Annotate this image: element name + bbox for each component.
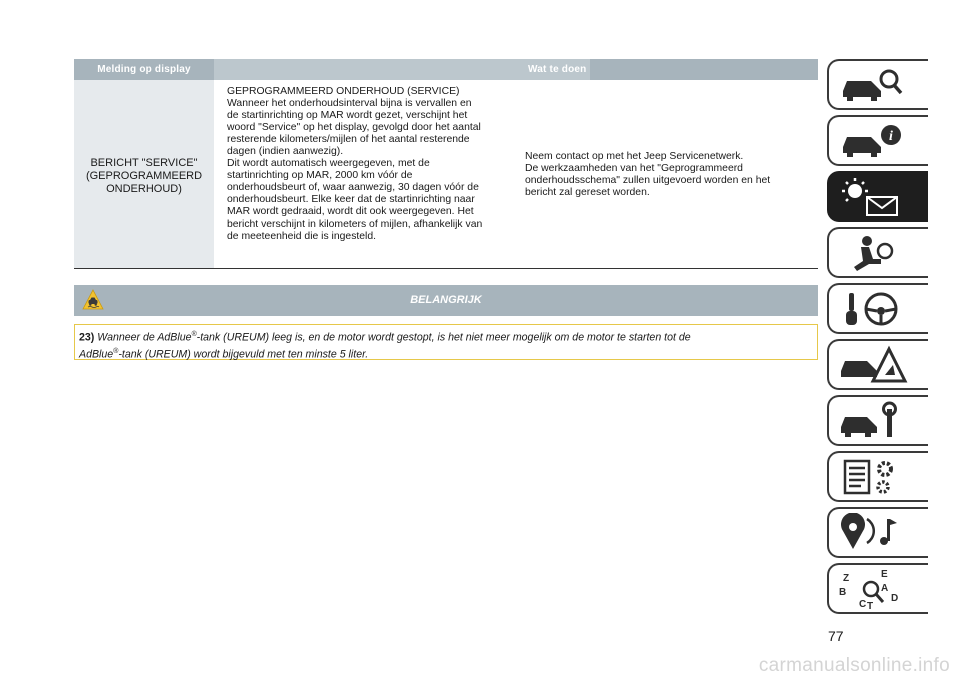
description-line: de meeteenheid die is ingesteld. — [227, 230, 377, 242]
warning-text-part: -tank (UREUM) wordt bijgevuld met ten minste 5 liter. — [118, 348, 369, 361]
index-letter: E — [881, 569, 888, 580]
tab-safety[interactable] — [827, 227, 928, 278]
description-line: Dit wordt automatisch weergegeven, met de — [227, 158, 430, 170]
warning-header — [74, 285, 818, 316]
warning-box — [74, 324, 818, 360]
description-line: dagen (indien aanwezig). — [227, 146, 344, 158]
tab-car-info[interactable] — [827, 115, 928, 166]
warning-light-message-icon — [837, 177, 909, 217]
description-cell — [227, 86, 527, 243]
tab-starting-driving[interactable] — [827, 283, 928, 334]
car-emergency-icon — [837, 345, 909, 385]
action-line: De werkzaamheden van het "Geprogrammeerd — [525, 163, 743, 175]
warning-number: 23) — [79, 331, 95, 344]
alphabetical-index-icon — [837, 569, 909, 609]
car-search-icon — [837, 65, 909, 105]
table-header — [74, 59, 818, 80]
page-number: 77 — [828, 628, 844, 644]
tab-maintenance[interactable] — [827, 395, 928, 446]
header-display-message: Melding op display — [97, 64, 191, 75]
specifications-gear-icon — [837, 457, 909, 497]
tab-multimedia[interactable] — [827, 507, 928, 558]
warning-title: BELANGRIJK — [410, 294, 482, 306]
tab-technical-data[interactable] — [827, 451, 928, 502]
car-wrench-icon — [837, 401, 909, 441]
description-line: Wanneer het onderhoudsinterval bijna is vervallen en — [227, 98, 472, 110]
index-letter: Z — [843, 573, 850, 584]
description-line: de startinrichting op MAR wordt gezet, verschijnt het — [227, 110, 468, 122]
table-row — [74, 80, 818, 268]
warning-text-part: Wanneer de AdBlue — [97, 331, 192, 344]
index-letter: T — [867, 601, 874, 609]
warning-text-part: -tank (UREUM) leeg is, en de motor wordt gestopt, is het niet meer mogelijk om de motor te starten tot de — [196, 331, 691, 344]
registered-mark: ® — [113, 347, 119, 355]
warning-text — [79, 328, 813, 361]
description-line: onderhoudsbeurt of, waar aanwezig, 30 dagen vóór de — [227, 182, 479, 194]
description-line: resterende kilometers/mijlen of het aantal resterende — [227, 134, 470, 146]
watermark: carmanualsonline.info — [758, 655, 950, 676]
svg-text:i: i — [889, 129, 893, 144]
description-line: onderhoudsbeurt. Elke keer dat de startinrichting naar — [227, 194, 475, 206]
warning-line-1 — [79, 328, 813, 345]
action-line: onderhoudsschema" zullen uitgevoerd worden en het — [525, 175, 771, 187]
index-letter: C — [859, 599, 867, 609]
message-cell — [74, 80, 214, 268]
multimedia-note-icon — [837, 513, 909, 553]
description-line: woord "Service" op het display, gevolgd door het aantal — [227, 122, 481, 134]
tab-index[interactable] — [827, 563, 928, 614]
index-letter: A — [881, 583, 889, 594]
description-line: startinrichting op MAR, 2000 km vóór de — [227, 170, 413, 182]
key-steering-wheel-icon — [837, 289, 909, 329]
warning-text-part: AdBlue — [79, 348, 114, 361]
tab-warning-lights[interactable] — [827, 171, 928, 222]
warning-line-2 — [79, 345, 813, 362]
header-what-to-do: Wat te doen — [528, 64, 587, 75]
tab-emergency[interactable] — [827, 339, 928, 390]
action-cell — [525, 151, 815, 199]
tab-car-search[interactable] — [827, 59, 928, 110]
description-title: GEPROGRAMMEERD ONDERHOUD (SERVICE) — [227, 86, 460, 97]
table-bottom-rule — [74, 268, 818, 269]
airbag-passenger-icon — [837, 233, 909, 273]
index-letter: B — [839, 587, 847, 598]
car-info-icon — [837, 121, 909, 161]
action-line: Neem contact op met het Jeep Servicenetwerk. — [525, 151, 744, 162]
registered-mark: ® — [191, 331, 197, 338]
description-line: bericht verschijnt in kilometers of mijlen, afhankelijk van — [227, 218, 483, 230]
index-letter: D — [891, 593, 899, 604]
action-line: bericht zal gereset worden. — [525, 187, 650, 199]
description-line: MAR wordt gedraaid, wordt dit ook weergegeven. Het — [227, 206, 474, 218]
display-message: BERICHT "SERVICE" (GEPROGRAMMEERD ONDERHOUD) — [85, 157, 203, 195]
